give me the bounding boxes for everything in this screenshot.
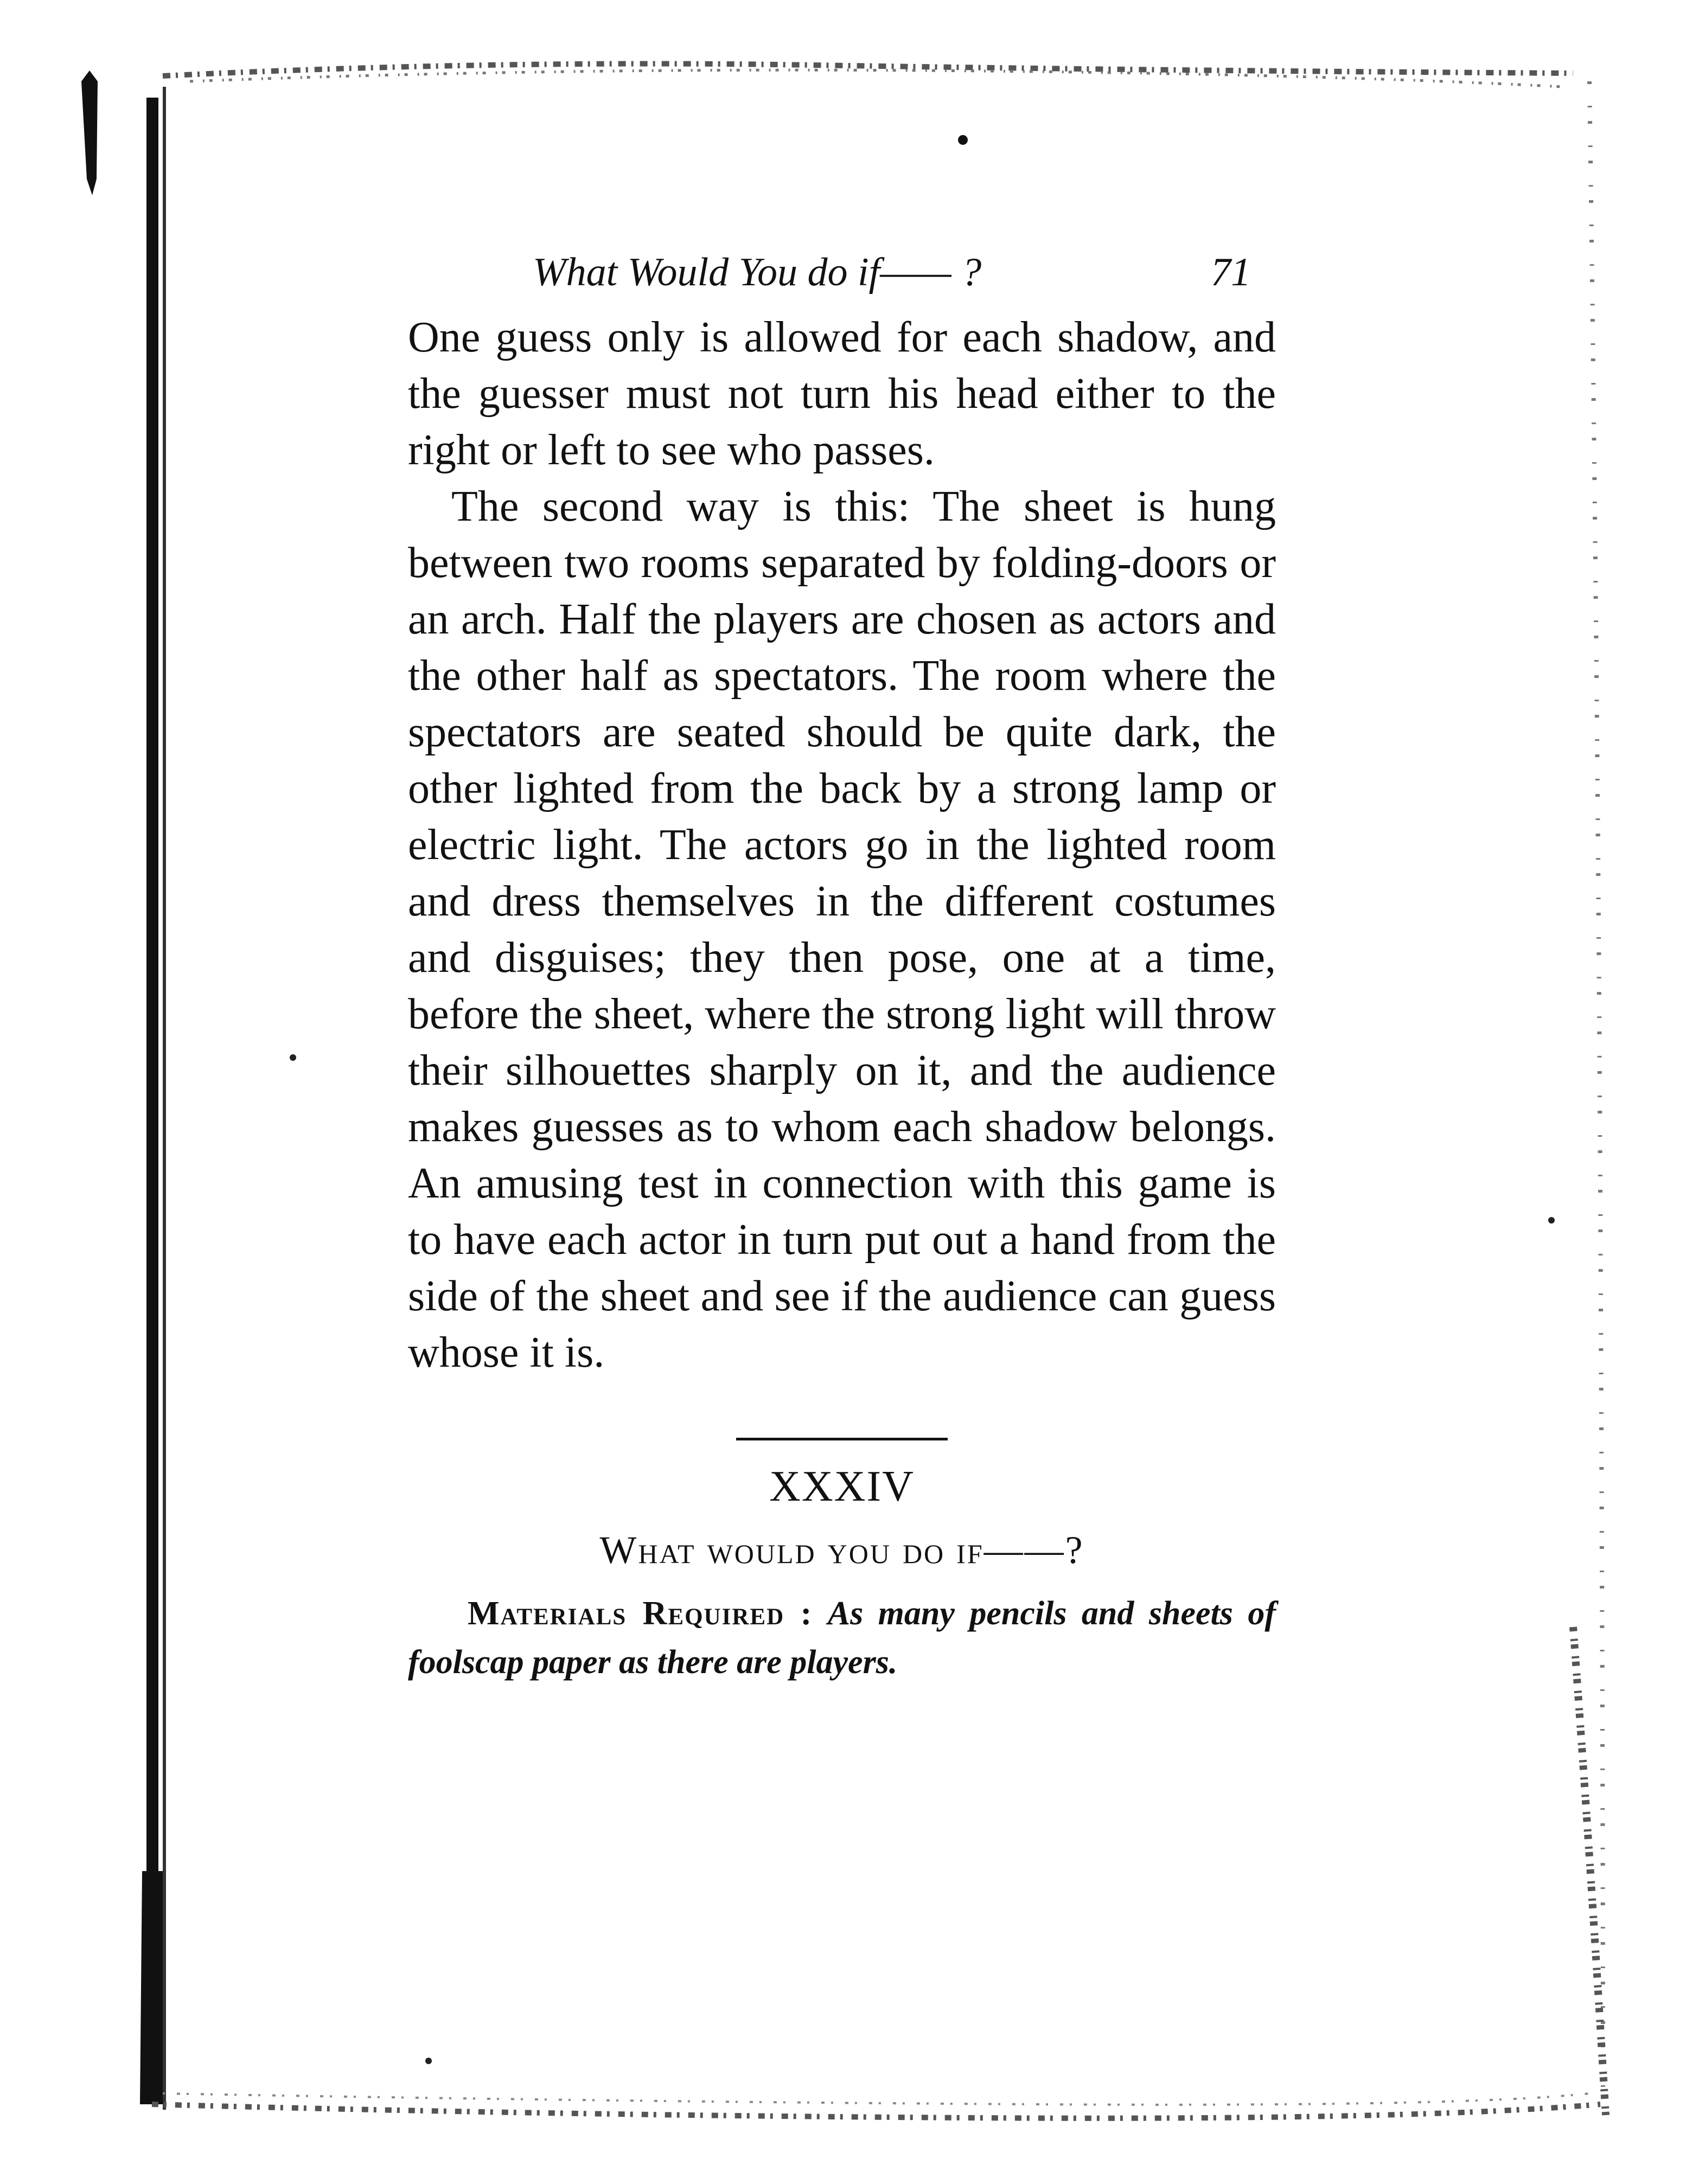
materials-text: As many pencils and sheets of foolscap paper as there are players. (408, 1595, 1276, 1681)
page-number: 71 (1211, 250, 1251, 294)
book-page (408, 249, 1276, 1687)
section-divider (736, 1438, 948, 1440)
running-head-title: What Would You do if—— ? (533, 250, 982, 294)
chapter-number: XXXIV (769, 1463, 915, 1510)
materials-required (408, 1589, 1276, 1687)
paragraph: The second way is this: The sheet is hung between two rooms separated by folding-doors or an arch. Half the players are chosen as actors and the other half as spectators. The room where the spectators are seated should be quite dark, the other lighted from the back by a strong lamp or electric light. The actors go in the lighted room and dress themselves in the different costumes and disguises; they then pose, one at a time, before the sheet, where the strong light will throw their silhouettes sharply on it, and the audience makes guesses as to whom each shadow belongs. An amusing test in connection with this game is to have each actor in turn put out a hand from the side of the sheet and see if the audience can guess whose it is. (408, 483, 1276, 1376)
chapter-title: What would you do if——? (599, 1528, 1084, 1572)
body-text (408, 309, 1276, 1381)
paragraph: One guess only is allowed for each shadow, and the guesser must not turn his head either to the right or left to see who passes. (408, 313, 1276, 474)
materials-label: Materials Required : (468, 1595, 813, 1632)
running-head (408, 249, 1276, 309)
